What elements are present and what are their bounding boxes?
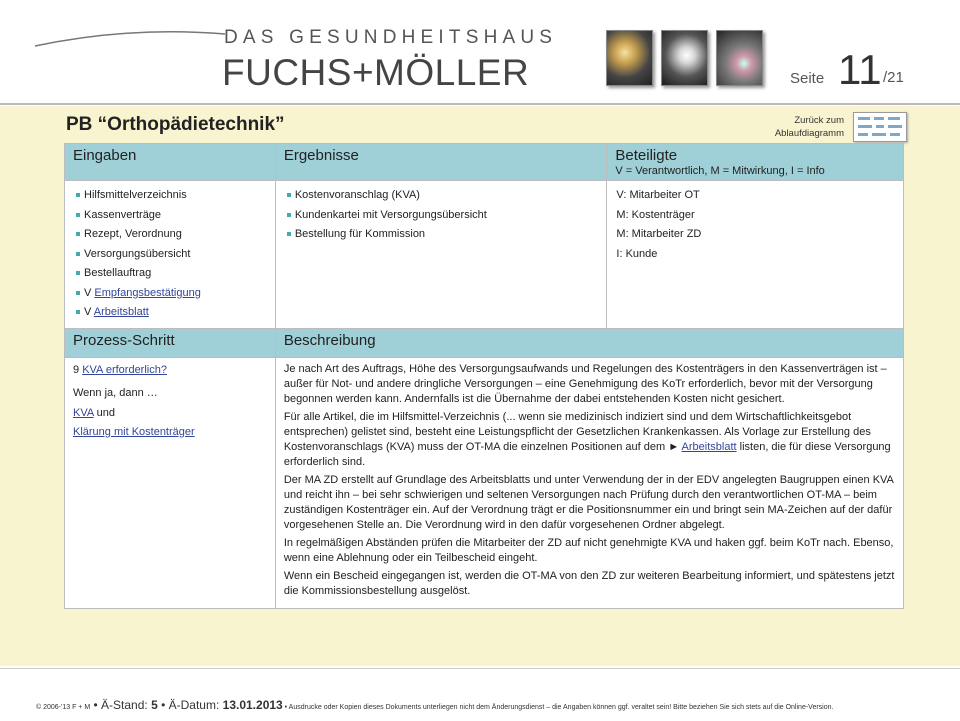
table-header-row <box>65 329 904 358</box>
participant-line: V: Mitarbeiter OT <box>616 189 700 201</box>
page-number: 11 <box>838 46 882 93</box>
participant-line: M: Kostenträger <box>616 208 695 221</box>
description-paragraph: In regelmäßigen Abständen prüfen die Mitarbeiter der ZD auf nicht genehmigte KVA und haken ggf. beim KoTr nach. Ebenso, wenn eine Ablehnung oder ein Teilbescheid eingeht. <box>283 537 894 564</box>
list-item: Versorgungsübersicht <box>76 245 274 265</box>
process-table <box>64 143 904 609</box>
description-paragraph: Je nach Art des Auftrags, Höhe des Versorgungsaufwands und Regelungen des Kostenträgers in den Kassenverträgen ist – außer für Not- und andere dringliche Versorgungen – eine Genehmigung des KoTr erforderlich, bevor mit der Versorgung begonnen werden kann. Andernfalls ist die Übernahme der dabei entstehenden Kosten nicht gesichert. <box>283 363 887 405</box>
page-total: /21 <box>883 69 904 86</box>
header-ergebnisse: Ergebnisse <box>275 144 607 181</box>
link-klaerung-kostentraeger[interactable]: Klärung mit Kostenträger <box>73 426 195 438</box>
header-prozess-schritt: Prozess-Schritt <box>65 329 276 358</box>
results-cell <box>275 181 607 329</box>
table-row <box>65 358 904 609</box>
table-row <box>65 181 904 329</box>
list-item: Bestellauftrag <box>76 264 274 284</box>
list-item: Kassenverträge <box>76 206 274 226</box>
left-margin <box>0 106 48 666</box>
description-cell <box>275 358 903 609</box>
header-images <box>606 30 763 86</box>
state-value: 5 <box>151 698 158 712</box>
header-photo-3 <box>716 30 763 86</box>
description-paragraph: Der MA ZD erstellt auf Grundlage des Arbeitsblatts und unter Verwendung der in der EDV angelegten Baugruppen einen KVA und reicht ihn – bei sehr schwierigen und seltenen Versorgungen nach Prüfung durch den verantwortlichen OT-MA – beim zuständigen Kostenträger ein. Auf der Verordnung trägt er die Positionsnummer ein und bringt sein MA-Zeichen auf der dafür vorgesehenen Stelle an. Die Verordnung wird in den dafür vorgesehenen Ordner abgelegt. <box>283 474 894 531</box>
link-arbeitsblatt-2[interactable]: Arbeitsblatt <box>681 441 737 453</box>
link-arbeitsblatt[interactable]: Arbeitsblatt <box>93 306 149 318</box>
participant-line: I: Kunde <box>616 247 658 260</box>
participant-line: M: Mitarbeiter ZD <box>616 228 702 240</box>
footer-text: © 2006-'13 F + M • Ä-Stand: 5 • Ä-Datum: 13.01.2013 • Ausdrucke oder Kopien dieses Dokuments unterliegen nicht dem Änderungsdienst – die Angaben können ggf. veraltet sein! Bitte beziehen Sie sich stets auf die Online-Version. <box>36 698 834 712</box>
page-header <box>0 0 960 104</box>
link-empfangsbestaetigung[interactable]: Empfangsbestätigung <box>94 286 201 299</box>
brand-logo-text: FUCHS+MÖLLER <box>222 52 530 93</box>
page-title: PB “Orthopädietechnik” <box>66 114 285 135</box>
list-item: Kostenvoranschlag (KVA) <box>287 186 606 206</box>
list-item: Kundenkartei mit Versorgungsübersicht <box>287 206 606 226</box>
header-photo-2 <box>661 30 708 86</box>
header-divider <box>0 103 960 105</box>
process-step-cell: 9 KVA erforderlich? Wenn ja, dann … KVA und Klärung mit Kostenträger <box>65 358 276 609</box>
list-item: V Arbeitsblatt <box>76 303 274 323</box>
list-item: Rezept, Verordnung <box>76 225 274 245</box>
header-photo-1 <box>606 30 653 86</box>
diagram-thumbnail-icon[interactable] <box>853 112 907 142</box>
description-paragraph: Wenn ein Bescheid eingegangen ist, werden die OT-MA von den ZD zur weiteren Bearbeitung informiert, und spätestens jetzt die Kommissionsbestellung ausgelöst. <box>283 570 895 597</box>
inputs-cell <box>65 181 276 329</box>
back-to-diagram-link[interactable]: Zurück zum Ablaufdiagramm <box>774 115 844 139</box>
list-item: V Empfangsbestätigung <box>76 284 274 304</box>
brand-arc-graphic <box>30 24 230 54</box>
header-beschreibung: Beschreibung <box>275 329 903 358</box>
description-paragraph: Für alle Artikel, die im Hilfsmittel-Verzeichnis (... wenn sie medizinisch indiziert sind und dem Wirtschaftlichkeitsgebot entsprechen) gelistet sind, besteht eine Leistungspflicht der Gesetzlichen Krankenkassen. Als Vorlage zur Erstellung des Kostenvoranschlags (KVA) muss der OT-MA die einzelnen Positionen auf dem ► Arbeitsblatt listen, die für diese Versorgung erforderlich sind. <box>283 411 891 468</box>
page-label: Seite <box>790 70 825 87</box>
beteiligte-legend: V = Verantwortlich, M = Mitwirkung, I = Info <box>615 165 825 177</box>
step-condition: Wenn ja, dann … <box>73 387 158 399</box>
brand-tagline: DAS GESUNDHEITSHAUS <box>224 27 558 48</box>
link-kva[interactable]: KVA <box>73 407 94 419</box>
date-value: 13.01.2013 <box>222 698 283 712</box>
page-footer <box>0 668 960 721</box>
header-eingaben: Eingaben <box>65 144 276 181</box>
link-kva-erforderlich[interactable]: KVA erforderlich? <box>82 364 167 376</box>
right-margin <box>912 106 960 666</box>
table-header-row <box>65 144 904 181</box>
list-item: Hilfsmittelverzeichnis <box>76 186 274 206</box>
list-item: Bestellung für Kommission <box>287 225 606 245</box>
header-beteiligte: Beteiligte V = Verantwortlich, M = Mitwirkung, I = Info <box>607 144 904 181</box>
participants-cell <box>607 181 904 329</box>
